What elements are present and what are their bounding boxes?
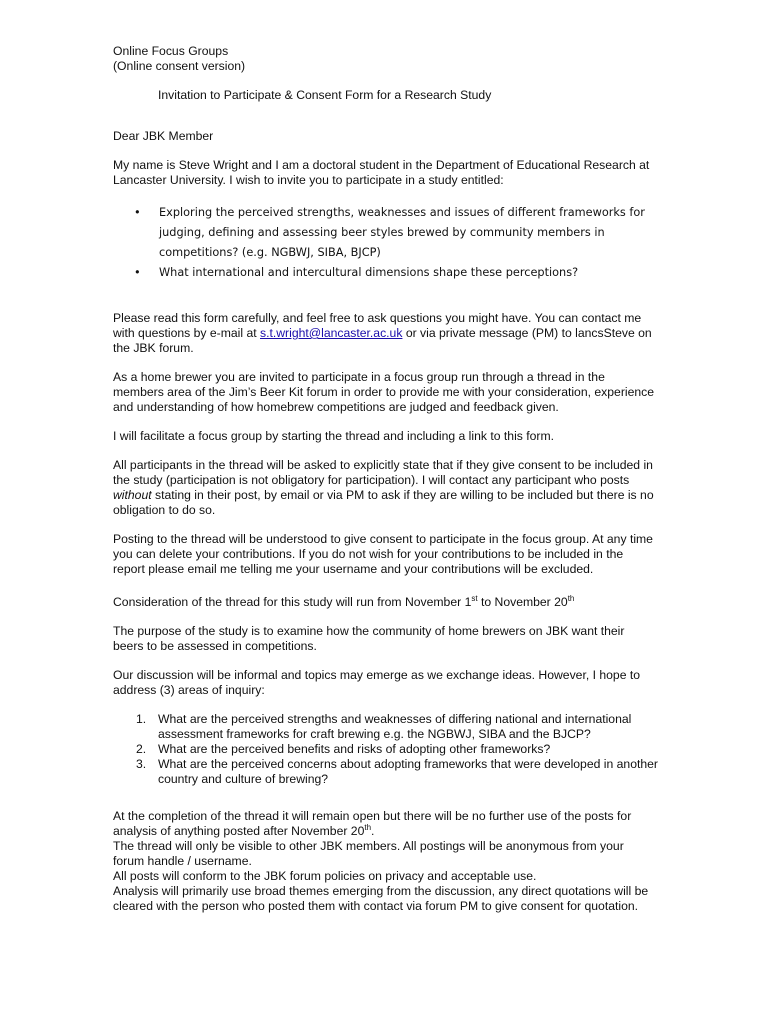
participants-emphasis: without (113, 488, 152, 502)
inquiry-item (113, 757, 658, 787)
facilitate-paragraph: I will facilitate a focus group by starting the thread and including a link to this form. (113, 429, 555, 443)
inquiry-number: 3. (136, 757, 147, 771)
consideration-text-1: Consideration of the thread for this study will run from November 1 (113, 595, 472, 609)
contact-paragraph (113, 311, 658, 356)
inquiry-number: 1. (136, 712, 147, 726)
consideration-sup-1: st (471, 594, 478, 603)
contact-text-after: or via private message (PM) to lancsSteve on the JBK forum. (113, 326, 652, 355)
completion-sup: th (364, 823, 372, 832)
header-line-1: Online Focus Groups (113, 44, 229, 58)
inquiry-item (113, 742, 658, 757)
bullet-icon: • (134, 206, 141, 219)
study-title-item (113, 263, 658, 283)
bullet-icon: • (134, 266, 141, 279)
inquiry-number: 2. (136, 742, 147, 756)
homebrewer-paragraph: As a home brewer you are invited to participate in a focus group run through a thread in the members area of the Jim’s Beer Kit forum in order to provide me with your consideration, experience and understanding of how homebrew competitions are judged and feedback given. (113, 370, 655, 414)
completion-paragraph (113, 809, 658, 839)
intro-paragraph: My name is Steve Wright and I am a doctoral student in the Department of Educational Research at Lancaster University. I wish to invite you to participate in a study entitled: (113, 158, 650, 187)
participants-text-after: stating in their post, by email or via PM to ask if they are willing to be included but there is no obligation to do so. (113, 488, 654, 517)
policies-paragraph: All posts will conform to the JBK forum policies on privacy and acceptable use. (113, 869, 537, 883)
header-line-2: (Online consent version) (113, 59, 246, 73)
purpose-paragraph: The purpose of the study is to examine how the community of home brewers on JBK want their beers to be assessed in competitions. (113, 624, 625, 653)
contact-email-link[interactable]: s.t.wright@lancaster.ac.uk (260, 326, 403, 340)
document-title: Invitation to Participate & Consent Form for a Research Study (158, 88, 492, 102)
study-title-text: What international and intercultural dimensions shape these perceptions? (159, 266, 579, 279)
study-title-item (113, 203, 658, 263)
study-title-list (113, 203, 658, 283)
participants-paragraph (113, 458, 658, 518)
inquiry-text: What are the perceived benefits and risks of adopting other frameworks? (158, 742, 551, 756)
completion-end: . (371, 824, 375, 838)
closing-block (113, 809, 658, 914)
contact-text-before: Please read this form carefully, and feel free to ask questions you might have. You can contact me with questions by e-mail at (113, 311, 642, 340)
consideration-sup-2: th (567, 594, 575, 603)
visibility-paragraph: The thread will only be visible to other JBK members. All postings will be anonymous from your forum handle / username. (113, 839, 624, 868)
participants-text-before: All participants in the thread will be asked to explicitly state that if they give consent to be included in the study (participation is not obligatory for participation). I will contact any participant who posts (113, 458, 653, 487)
greeting: Dear JBK Member (113, 129, 214, 143)
inquiry-text: What are the perceived concerns about adopting frameworks that were developed in another country and culture of brewing? (158, 757, 658, 786)
study-title-text: Exploring the perceived strengths, weaknesses and issues of different frameworks for judging, defining and assessing beer styles brewed by community members in competitions? (e.g. NGBWJ, SIBA, BJCP) (159, 206, 645, 259)
document-page (113, 44, 658, 914)
inquiry-item (113, 712, 658, 742)
discussion-paragraph: Our discussion will be informal and topics may emerge as we exchange ideas. However, I hope to address (3) areas of inquiry: (113, 668, 641, 697)
completion-text: At the completion of the thread it will remain open but there will be no further use of the posts for analysis of anything posted after November 20 (113, 809, 632, 838)
inquiry-text: What are the perceived strengths and weaknesses of differing national and international assessment frameworks for craft brewing e.g. the NGBWJ, SIBA and the BJCP? (158, 712, 632, 741)
consideration-text-2: to November 20 (477, 595, 568, 609)
analysis-paragraph: Analysis will primarily use broad themes emerging from the discussion, any direct quotations will be cleared with the person who posted them with contact via forum PM to give consent for quotation. (113, 884, 649, 913)
consideration-paragraph (113, 595, 658, 610)
posting-paragraph: Posting to the thread will be understood to give consent to participate in the focus group. At any time you can delete your contributions. If you do not wish for your contributions to be included in the report please email me telling me your username and your contributions will be excluded. (113, 532, 653, 576)
inquiry-list (113, 712, 658, 787)
